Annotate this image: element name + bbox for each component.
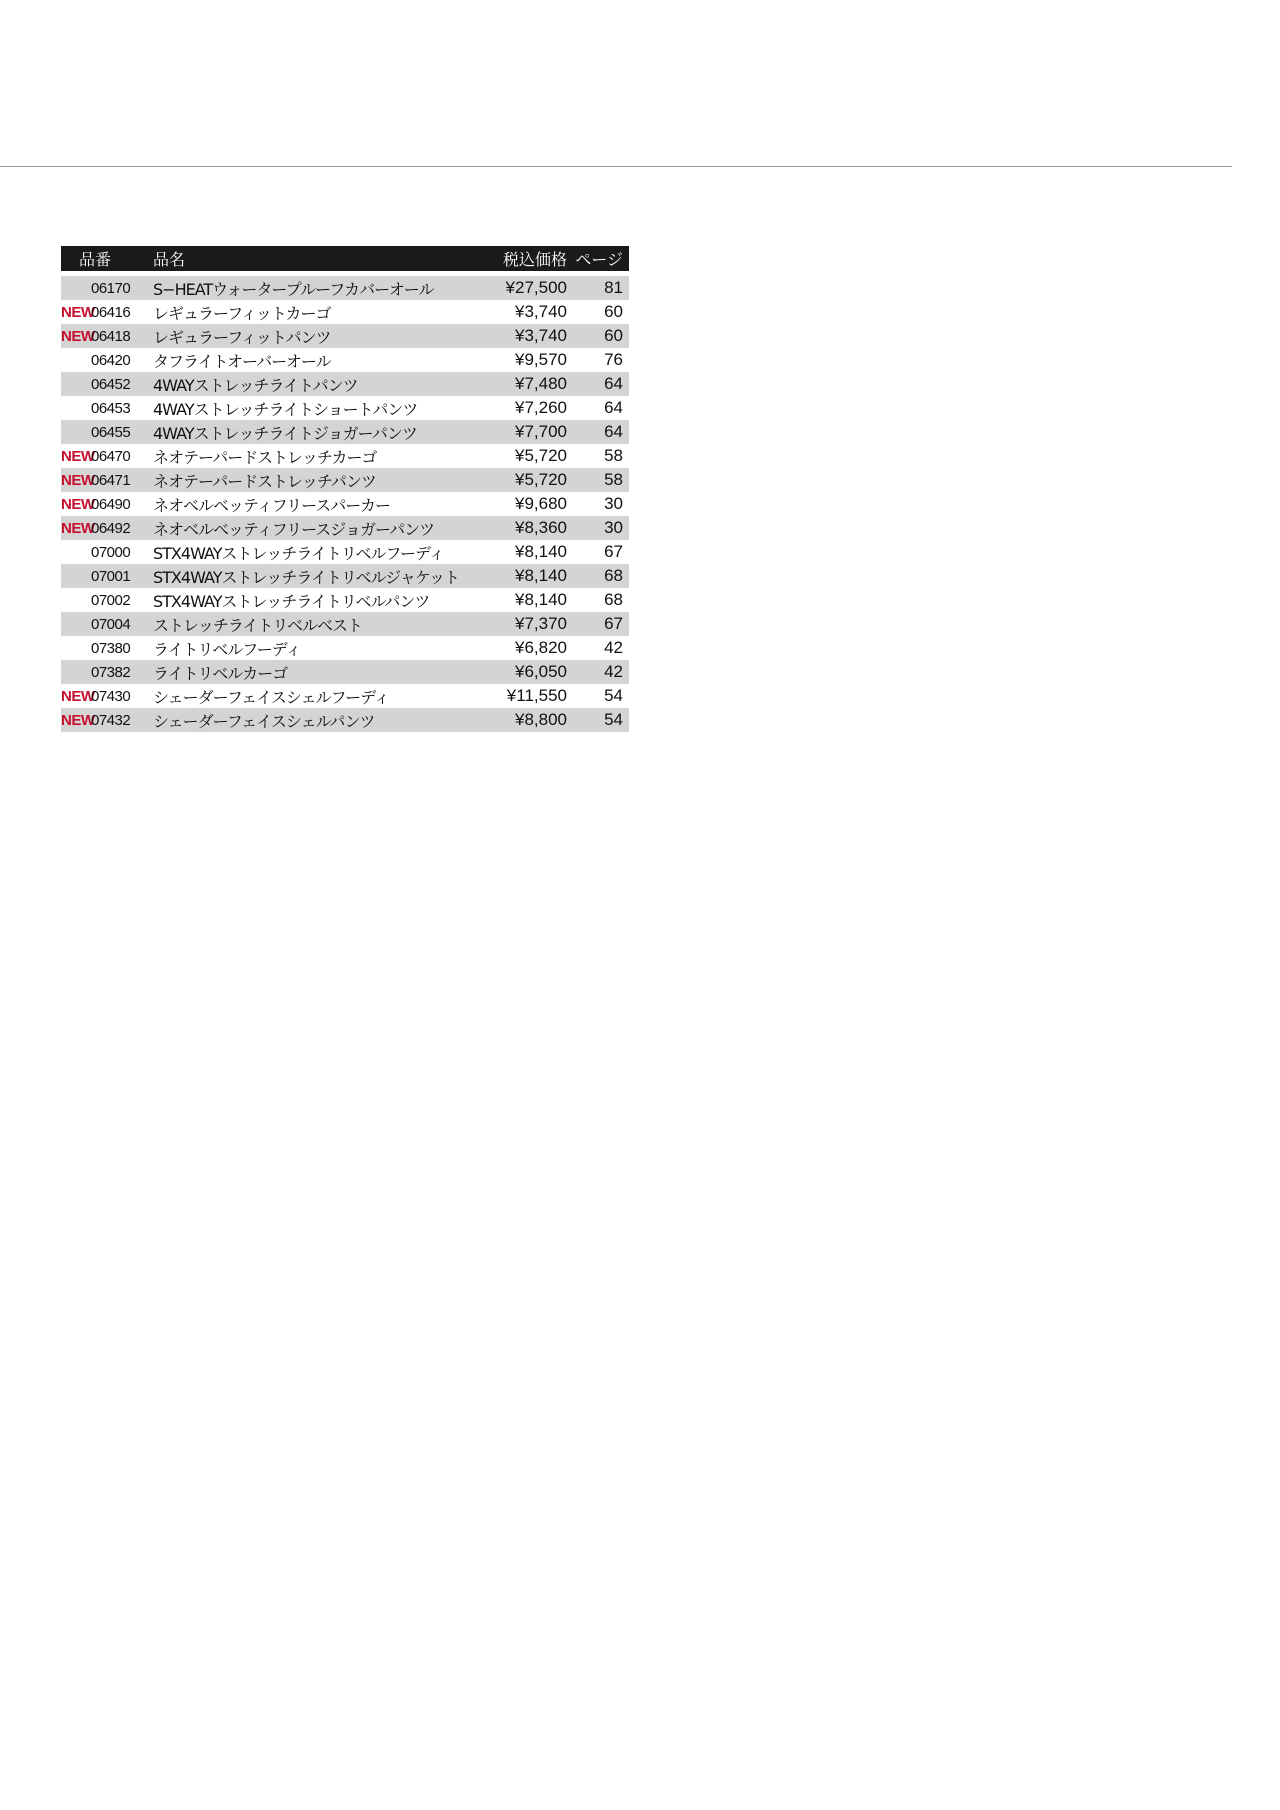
product-name: ネオベルベッティフリースジョガーパンツ: [153, 519, 435, 539]
product-name: ストレッチライトリベルベスト: [153, 615, 363, 635]
product-code: 06170: [91, 279, 131, 297]
product-name: ライトリベルカーゴ: [153, 663, 288, 683]
table-row: [61, 564, 629, 588]
product-code: 06452: [91, 375, 131, 393]
product-code: 06453: [91, 399, 131, 417]
product-price: ¥9,570: [515, 350, 567, 369]
table-row: [61, 372, 629, 396]
header-page: ページ: [575, 250, 623, 269]
catalog-page: 54: [604, 710, 623, 729]
catalog-page: 60: [604, 302, 623, 321]
product-price: ¥5,720: [515, 470, 567, 489]
table-row: [61, 540, 629, 564]
table-row: [61, 660, 629, 684]
catalog-page: 67: [604, 542, 623, 561]
product-code: 06492: [91, 519, 131, 537]
product-name: シェーダーフェイスシェルフーディ: [153, 687, 389, 707]
product-code: 06416: [91, 303, 131, 321]
product-code: 07002: [91, 591, 131, 609]
table-row: [61, 636, 629, 660]
new-badge: NEW: [61, 711, 95, 729]
product-code: 06471: [91, 471, 131, 489]
product-price: ¥9,680: [515, 494, 567, 513]
header-code: 品番: [78, 250, 111, 269]
product-table: [61, 246, 629, 732]
catalog-page: 30: [604, 518, 623, 537]
product-price: ¥7,480: [515, 374, 567, 393]
catalog-page: 67: [604, 614, 623, 633]
product-name: レギュラーフィットパンツ: [153, 327, 331, 347]
product-name: シェーダーフェイスシェルパンツ: [153, 711, 375, 731]
product-price: ¥8,800: [515, 710, 567, 729]
top-divider: [0, 166, 1232, 167]
product-price: ¥6,820: [515, 638, 567, 657]
product-name: 4WAYストレッチライトパンツ: [153, 375, 358, 395]
product-price: ¥6,050: [515, 662, 567, 681]
new-badge: NEW: [61, 447, 95, 465]
product-price: ¥3,740: [515, 302, 567, 321]
product-price: ¥8,140: [515, 590, 567, 609]
product-price: ¥7,260: [515, 398, 567, 417]
header-name: 品名: [153, 250, 186, 269]
catalog-page: 76: [604, 350, 623, 369]
product-code: 06455: [91, 423, 131, 441]
product-name: ネオベルベッティフリースパーカー: [153, 495, 390, 515]
product-price: ¥5,720: [515, 446, 567, 465]
product-name: ライトリベルフーディ: [153, 639, 301, 659]
table-row: [61, 324, 629, 348]
product-price: ¥7,370: [515, 614, 567, 633]
table-row: [61, 300, 629, 324]
product-name: レギュラーフィットカーゴ: [153, 303, 331, 323]
product-code: 07001: [91, 567, 131, 585]
product-name: 4WAYストレッチライトショートパンツ: [153, 399, 418, 419]
product-name: S−HEATウォータープルーフカバーオール: [153, 279, 434, 299]
product-code: 07382: [91, 663, 131, 681]
product-code: 07000: [91, 543, 131, 561]
table-row: [61, 492, 629, 516]
product-code: 06420: [91, 351, 131, 369]
new-badge: NEW: [61, 519, 95, 537]
new-badge: NEW: [61, 471, 95, 489]
catalog-page: 58: [604, 446, 623, 465]
table-row: [61, 396, 629, 420]
product-price: ¥7,700: [515, 422, 567, 441]
table-row: [61, 348, 629, 372]
table-row: [61, 708, 629, 732]
catalog-page: 42: [604, 638, 623, 657]
product-name: ネオテーパードストレッチパンツ: [153, 471, 376, 491]
catalog-page: 54: [604, 686, 623, 705]
product-code: 07432: [91, 711, 131, 729]
product-code: 07380: [91, 639, 131, 657]
product-code: 06470: [91, 447, 131, 465]
new-badge: NEW: [61, 303, 95, 321]
catalog-page: 68: [604, 566, 623, 585]
product-code: 07430: [91, 687, 131, 705]
product-code: 06418: [91, 327, 131, 345]
table-row: [61, 588, 629, 612]
table-row: [61, 276, 629, 300]
catalog-page: 58: [604, 470, 623, 489]
catalog-page: 81: [604, 278, 623, 297]
catalog-page: 42: [604, 662, 623, 681]
product-price: ¥8,360: [515, 518, 567, 537]
product-name: ネオテーパードストレッチカーゴ: [153, 447, 377, 467]
catalog-page: 68: [604, 590, 623, 609]
product-price: ¥8,140: [515, 542, 567, 561]
product-name: STX4WAYストレッチライトリベルパンツ: [153, 591, 430, 611]
new-badge: NEW: [61, 687, 95, 705]
catalog-page: 64: [604, 422, 623, 441]
header-price: 税込価格: [502, 250, 567, 269]
catalog-page: 30: [604, 494, 623, 513]
product-price: ¥8,140: [515, 566, 567, 585]
product-name: 4WAYストレッチライトジョガーパンツ: [153, 423, 417, 443]
table-row: [61, 444, 629, 468]
table-row: [61, 468, 629, 492]
table-body: [61, 276, 629, 732]
catalog-page: 64: [604, 374, 623, 393]
product-code: 06490: [91, 495, 131, 513]
product-price: ¥27,500: [505, 278, 567, 297]
product-name: タフライトオーバーオール: [153, 351, 331, 371]
product-price: ¥3,740: [515, 326, 567, 345]
table-header: [61, 246, 629, 271]
new-badge: NEW: [61, 495, 95, 513]
product-code: 07004: [91, 615, 131, 633]
new-badge: NEW: [61, 327, 95, 345]
product-price: ¥11,550: [506, 686, 567, 705]
catalog-page: 64: [604, 398, 623, 417]
catalog-page: 60: [604, 326, 623, 345]
product-name: STX4WAYストレッチライトリベルフーディ: [153, 543, 444, 563]
table-row: [61, 516, 629, 540]
table-row: [61, 684, 629, 708]
table-row: [61, 420, 629, 444]
product-name: STX4WAYストレッチライトリベルジャケット: [153, 567, 460, 587]
table-row: [61, 612, 629, 636]
